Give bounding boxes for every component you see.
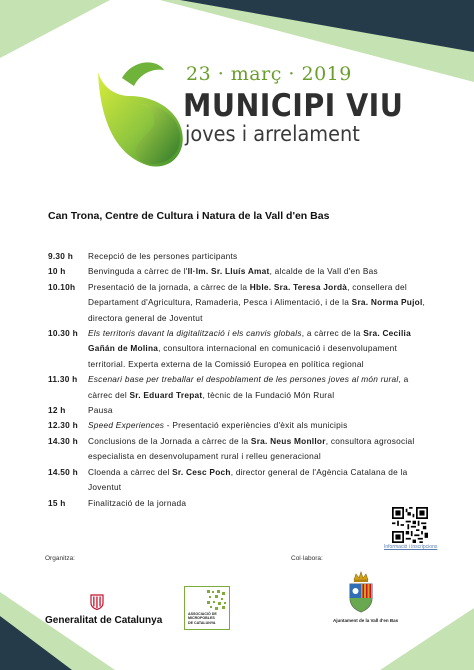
schedule-row — [48, 434, 433, 465]
schedule-text: Cloenda a càrrec del — [88, 466, 173, 477]
schedule-text: - Presentació experiències d'èxit als municipis — [164, 420, 348, 431]
speaker-name: Sra. Neus Monllor — [250, 435, 326, 446]
qr-caption-link[interactable]: Informació i inscripcions — [384, 544, 438, 550]
schedule-description — [88, 249, 433, 264]
collabora-label: Col·labora: — [291, 555, 323, 562]
assoc-line: MICROPOBLES — [188, 616, 215, 621]
event-subtitle: joves i arrelament — [185, 122, 360, 146]
schedule-text: Recepció de les persones participants — [88, 251, 238, 261]
schedule-text: , alcalde de la Vall d'en Bas — [269, 266, 378, 277]
vall-den-bas-shield-icon — [344, 570, 378, 614]
schedule-time: 14.30 h — [48, 435, 78, 446]
schedule-text: Speed Experiences — [88, 420, 165, 431]
micropobles-logo — [184, 586, 230, 630]
schedule-description — [88, 372, 433, 403]
qr-code[interactable] — [392, 507, 428, 543]
schedule-text: , a càrrec de la — [301, 328, 364, 339]
schedule-time: 14.50 h — [48, 466, 78, 477]
schedule-description — [88, 326, 433, 372]
schedule-row — [48, 264, 433, 279]
schedule-description — [88, 496, 433, 511]
schedule-row — [48, 465, 433, 496]
schedule-text: , consultora agrosocial especialista en desenvolupament rural i relleu generacional — [88, 435, 415, 462]
speaker-name: Sr. Eduard Trepat — [129, 389, 203, 400]
organitza-label: Organitza: — [45, 555, 75, 562]
schedule-time: 11.30 h — [48, 374, 78, 385]
schedule-text: Finalització de la jornada — [88, 497, 187, 508]
municipi-viu-leaf-logo — [92, 60, 188, 172]
event-date: 23 · març · 2019 — [186, 63, 352, 85]
micropobles-squares-icon — [207, 590, 227, 610]
schedule-description — [88, 465, 433, 496]
schedule-text: Conclusions de la Jornada a càrrec de la — [88, 435, 251, 446]
schedule-time: 9.30 h — [48, 251, 74, 261]
assoc-line: DE CATALUNYA — [188, 620, 216, 625]
schedule-text: Pausa — [88, 405, 113, 416]
speaker-name: Il·lm. Sr. Lluís Amat — [187, 266, 270, 277]
schedule-description — [88, 434, 433, 465]
schedule-row — [48, 418, 433, 433]
schedule-row — [48, 249, 433, 264]
venue-name: Can Trona, Centre de Cultura i Natura de la Vall d'en Bas — [48, 210, 330, 222]
schedule-row — [48, 403, 433, 418]
schedule-text: Escenari base per treballar el despoblament de les persones joves al món rural — [88, 374, 399, 385]
schedule-time: 15 h — [48, 497, 66, 508]
schedule-row — [48, 326, 433, 372]
schedule-time: 12 h — [48, 405, 66, 416]
schedule-text: , consellera del Departament d'Agricultura, Ramaderia, Pesca i Alimentació, i de la — [88, 281, 407, 308]
schedule-time: 10.30 h — [48, 328, 78, 339]
speaker-name: Hble. Sra. Teresa Jordà — [249, 281, 348, 292]
schedule-description — [88, 418, 433, 433]
schedule-description — [88, 403, 433, 418]
schedule-text: , tècnic de la Fundació Món Rural — [202, 389, 335, 400]
speaker-name: Sra. Norma Pujol — [351, 297, 423, 308]
schedule-time: 10 h — [48, 266, 66, 277]
schedule-row — [48, 280, 433, 326]
schedule-time: 12.30 h — [48, 420, 78, 431]
ajuntament-name: Ajuntament de la Vall d'en Bas — [333, 618, 399, 623]
schedule-description — [88, 280, 433, 326]
schedule-text: , directora general de Joventut — [88, 297, 426, 323]
schedule-time: 10.10h — [48, 281, 76, 292]
schedule-text: Els territoris davant la digitalització i els canvis globals — [88, 328, 302, 339]
schedule-row — [48, 372, 433, 403]
schedule-text: , consultora internacional en comunicació i desenvolupament territorial. Experta externa de la Comissió Europea en política regional — [88, 343, 398, 369]
schedule-text: , a càrrec del — [88, 374, 409, 400]
schedule-row — [48, 496, 433, 511]
schedule-text: , director general de l'Agència Catalana de la Joventut — [88, 466, 408, 493]
speaker-name: Sra. Cecilia Gañán de Molina — [88, 328, 411, 354]
event-title: MUNICIPI VIU — [183, 88, 404, 124]
assoc-line: ASSOCIACIÓ DE — [188, 612, 217, 616]
generalitat-name: Generalitat de Catalunya — [45, 615, 163, 626]
speaker-name: Sr. Cesc Poch — [172, 466, 231, 477]
schedule-list — [48, 249, 433, 511]
generalitat-emblem-icon — [90, 594, 104, 610]
schedule-text: Benvinguda a càrrec de l' — [88, 266, 188, 277]
schedule-text: Presentació de la jornada, a càrrec de la — [88, 281, 250, 292]
schedule-description — [88, 264, 433, 279]
